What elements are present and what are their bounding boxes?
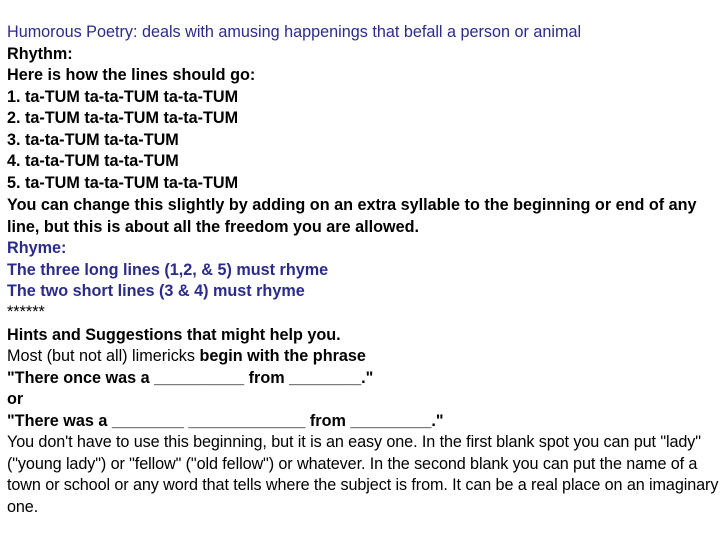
hints-title: Hints and Suggestions that might help you.	[7, 326, 341, 344]
rhythm-label: Rhythm:	[7, 45, 73, 63]
rhyme-label: Rhyme:	[7, 239, 67, 257]
or-word: or	[7, 390, 24, 408]
hints-intro-plain: Most (but not all) limericks	[7, 347, 200, 365]
rhythm-line-3: 3. ta-ta-TUM ta-ta-TUM	[7, 131, 179, 149]
hints-intro-bold: begin with the phrase	[199, 347, 366, 365]
rhythm-line-1: 1. ta-TUM ta-ta-TUM ta-ta-TUM	[7, 88, 239, 106]
rhythm-line-2: 2. ta-TUM ta-ta-TUM ta-ta-TUM	[7, 109, 239, 127]
heading-line: Humorous Poetry: deals with amusing happenings that befall a person or animal	[7, 23, 582, 41]
rhyme-line-1: The three long lines (1,2, & 5) must rhyme	[7, 261, 329, 279]
phrase-1: "There once was a __________ from ________."	[7, 369, 374, 387]
rhythm-intro: Here is how the lines should go:	[7, 66, 256, 84]
phrase-2: "There was a ________ _____________ from _________."	[7, 412, 444, 430]
closing-paragraph: You don't have to use this beginning, but it is an easy one. In the first blank spot you can put "lady" ("young lady") or "fellow" ("old fellow") or whatever. In the second blank you can put the name of a town or school or any word that tells where the subject is from. It can be a real place on an imaginary one.	[7, 433, 719, 516]
rhythm-line-4: 4. ta-ta-TUM ta-ta-TUM	[7, 152, 179, 170]
rhythm-line-5: 5. ta-TUM ta-ta-TUM ta-ta-TUM	[7, 174, 239, 192]
separator: ******	[7, 303, 45, 321]
hints-intro	[7, 346, 366, 368]
rhyme-line-2: The two short lines (3 & 4) must rhyme	[7, 282, 305, 300]
rhythm-note: You can change this slightly by adding on an extra syllable to the beginning or end of any line, but this is about all the freedom you are allowed.	[7, 196, 697, 236]
